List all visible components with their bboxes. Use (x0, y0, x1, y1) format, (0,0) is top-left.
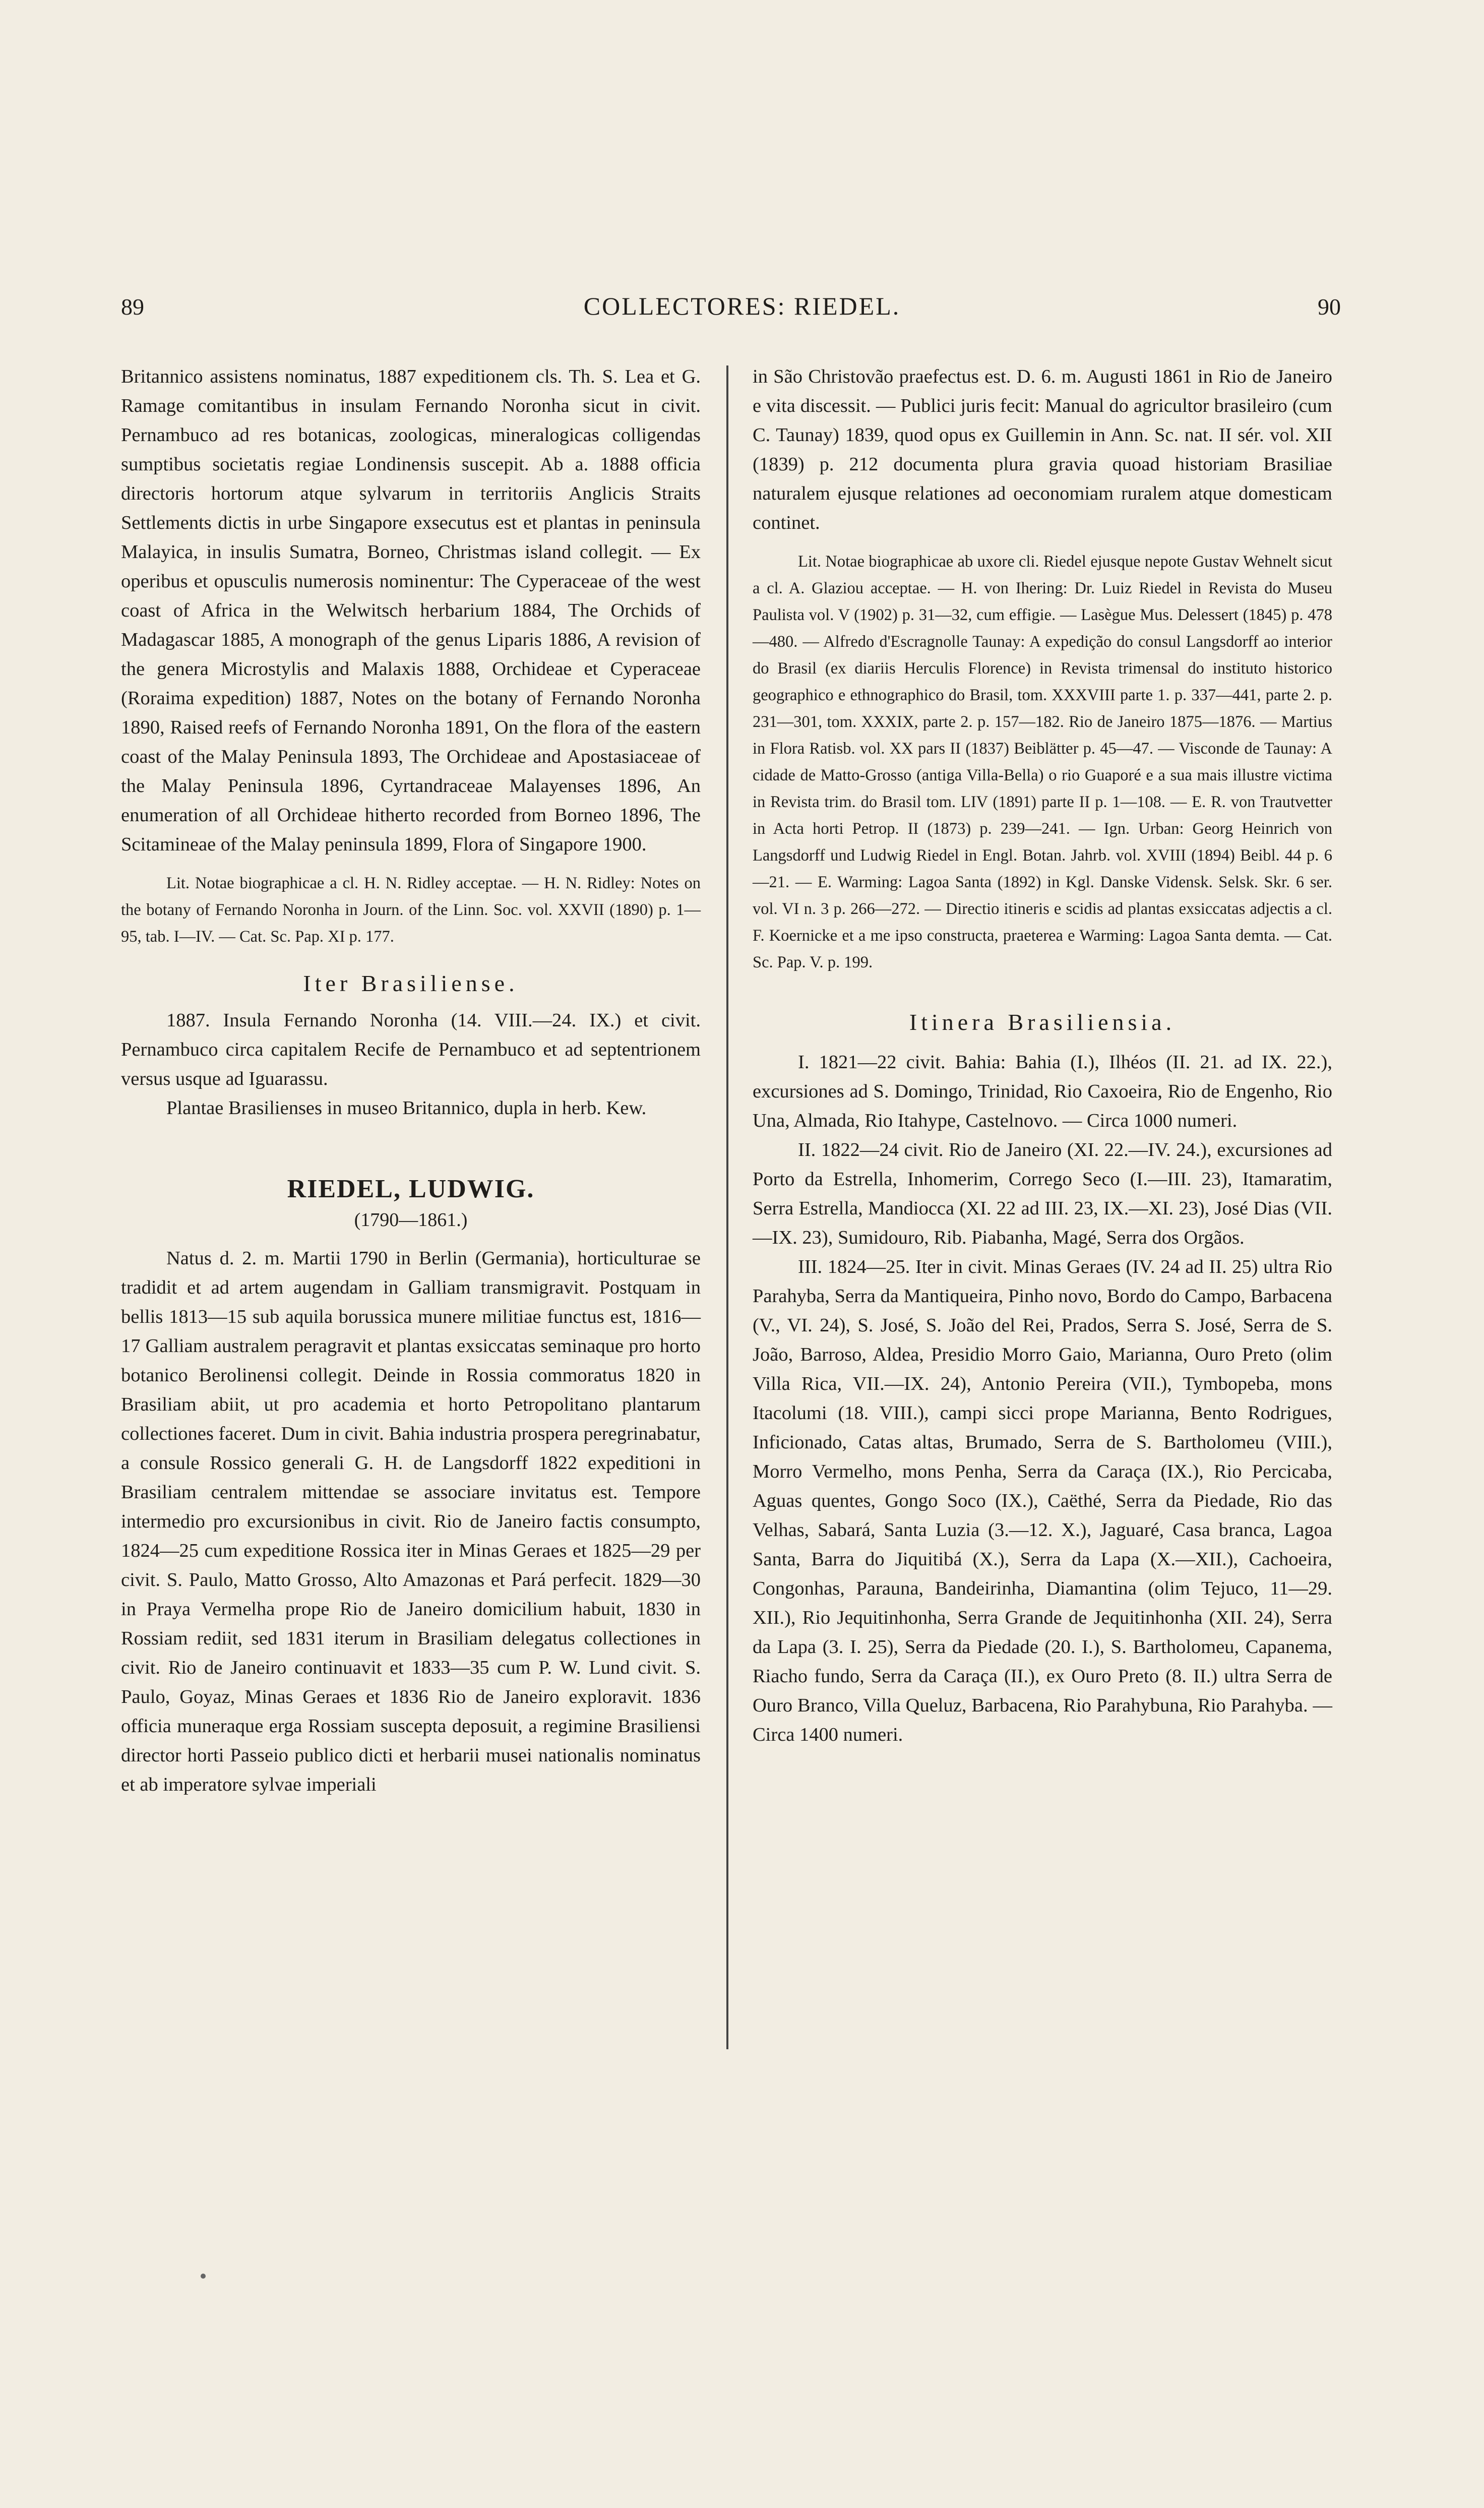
page-number-left: 89 (121, 294, 144, 320)
ridley-literature: Lit. Notae biographicae a cl. H. N. Ridley acceptae. — H. N. Ridley: Notes on the botany of Fernando Noronha in Journ. of the Linn. Soc. vol. XXVII (1890) p. 1—95, tab. I—IV. — Cat. Sc. Pap. XI p. 177. (121, 874, 701, 946)
entry-dates-riedel: (1790—1861.) (354, 1209, 468, 1231)
entry-title-riedel: RIEDEL, LUDWIG. (287, 1175, 535, 1203)
itinerary-1: I. 1821—22 civit. Bahia: Bahia (I.), Ilhéos (II. 21. ad IX. 22.), excursiones ad S. Domingo, Trinidad, Rio Caxoeira, Rio de Engenho, Rio Una, Almada, Rio Itahype, Castelnovo. — Circa 1000 numeri. (753, 1052, 1332, 1131)
riedel-literature: Lit. Notae biographicae ab uxore cli. Riedel ejusque nepote Gustav Wehnelt sicut a cl. A. Glaziou acceptae. — H. von Ihering: Dr. Luiz Riedel in Revista do Museu Paulista vol. V (1902) p. 31—32, cum effigie. — Lasègue Mus. Delessert (1845) p. 478—480. — Alfredo d'Escragnolle Taunay: A expedição do consul Langsdorff ao interior do Brasil (ex diariis Herculis Florence) in Revista trimensal do instituto historico geographico e ethnographico do Brasil, tom. XXXVIII parte 1. p. 337—441, parte 2. p. 231—301, tom. XXXIX, parte 2. p. 157—182. Rio de Janeiro 1875—1876. — Martius in Flora Ratisb. vol. XX pars II (1837) Beiblätter p. 45—47. — Visconde de Taunay: A cidade de Matto-Grosso (antiga Villa-Bella) o rio Guaporé e a sua mais illustre victima in Revista trim. do Brasil tom. LIV (1891) parte II p. 1—108. — E. R. von Trautvetter in Acta horti Petrop. II (1873) p. 239—241. — Ign. Urban: Georg Heinrich von Langsdorff und Ludwig Riedel in Engl. Botan. Jahrb. vol. XVIII (1894) Beibl. 44 p. 6—21. — E. Warming: Lagoa Santa (1892) in Kgl. Danske Vidensk. Selsk. Skr. 6 ser. vol. VI n. 3 p. 266—272. — Directio itineris e scidis ad plantas exsiccatas adjectis a cl. F. Koernicke et a me ipso constructa, praeterea e Warming: Lagoa Santa demta. — Cat. Sc. Pap. V. p. 199. (753, 553, 1332, 971)
section-title-itinera: Itinera Brasiliensia. (909, 1009, 1176, 1035)
right-column (753, 362, 1332, 1749)
riedel-biography: Natus d. 2. m. Martii 1790 in Berlin (Germania), horticulturae se tradidit et ad artem augendam in Galliam transmigravit. Postquam in bellis 1813—15 sub aquila borussica munere militiae functus est, 1816—17 Galliam australem peragravit et plantas exsiccatas seminaque pro horto botanico Berolinensi collegit. Deinde in Rossia commoratus 1820 in Brasiliam abiit, ut pro academia et horto Petropolitano plantarum collectiones faceret. Dum in civit. Bahia industria prospera peregrinabatur, a consule Rossico generali G. H. de Langsdorff 1822 expeditioni in Brasiliam centralem mittendae se associare invitatus est. Tempore intermedio pro excursionibus in civit. Rio de Janeiro factis consumpto, 1824—25 cum expeditione Rossica iter in Minas Geraes et 1825—29 per civit. S. Paulo, Matto Grosso, Alto Amazonas et Pará perfecit. 1829—30 in Praya Vermelha prope Rio de Janeiro domicilium habuit, 1830 in Rossiam rediit, sed 1831 iterum in Brasiliam delegatus collectiones in civit. Rio de Janeiro continuavit et 1833—35 cum P. W. Lund civit. S. Paulo, Goyaz, Minas Geraes et 1836 Rio de Janeiro exploravit. 1836 officia muneraque erga Rossiam suscepta deposuit, a regimine Brasiliensi director horti Passeio publico dicti et herbarii musei nationalis nominatus et ab imperatore sylvae imperiali (121, 1248, 701, 1795)
left-column (121, 362, 701, 1799)
iter-paragraph-2: Plantae Brasilienses in museo Britannico, dupla in herb. Kew. (166, 1097, 647, 1119)
running-title: COLLECTORES: RIEDEL. (583, 292, 901, 320)
itinerary-3: III. 1824—25. Iter in civit. Minas Geraes (IV. 24 ad II. 25) ultra Rio Parahyba, Serra da Mantiqueira, Pinho novo, Bordo do Campo, Barbacena (V., VI. 24), S. José, S. João del Rei, Prados, Serra S. José, Serra de S. João, Barroso, Aldea, Presidio Morro Gaio, Marianna, Ouro Preto (olim Villa Rica, VII.—IX. 24), Antonio Pereira (VII.), Tymbopeba, mons Itacolumi (18. VIII.), campi sicci prope Marianna, Bento Rodrigues, Inficionado, Catas altas, Brumado, Serra de S. Bartholomeu (VIII.), Morro Vermelho, mons Penha, Serra da Caraça (IX.), Rio Percicaba, Aguas quentes, Gongo Soco (IX.), Caëthé, Serra da Piedade, Rio das Velhas, Sabará, Santa Luzia (3.—12. X.), Jaguaré, Casa branca, Lagoa Santa, Barra do Jiquitibá (X.), Serra da Lapa (X.—XII.), Cachoeira, Congonhas, Parauna, Bandeirinha, Diamantina (olim Tejuco, 11—29. XII.), Rio Jequitinhonha, Serra Grande de Jequitinhonha (XII. 24), Serra da Lapa (3. I. 25), Serra da Piedade (20. I.), S. Bartholomeu, Capanema, Riacho fundo, Serra da Caraça (II.), ex Ouro Preto (8. II.) ultra Serra de Ouro Branco, Villa Queluz, Barbacena, Rio Parahybuna, Rio Parahyba. — Circa 1400 numeri. (753, 1256, 1332, 1745)
ink-speck (201, 2274, 206, 2279)
page-number-right: 90 (1318, 294, 1341, 320)
section-title-iter: Iter Brasiliense. (303, 970, 519, 996)
riedel-biography-continued: in São Christovão praefectus est. D. 6. m. Augusti 1861 in Rio de Janeiro e vita discessit. — Publici juris fecit: Manual do agricultor brasileiro (cum C. Taunay) 1839, quod opus ex Guillemin in Ann. Sc. nat. II sér. vol. XII (1839) p. 212 documenta plura gravia quoad historiam Brasiliae naturalem ejusque relationes ad oeconomiam ruralem atque domesticam continet. (753, 366, 1332, 533)
column-divider (726, 365, 728, 2049)
iter-paragraph-1: 1887. Insula Fernando Noronha (14. VIII.—24. IX.) et civit. Pernambuco circa capitalem Recife de Pernambuco et ad septentrionem versus usque ad Iguarassu. (121, 1010, 701, 1089)
ridley-biography-continued: Britannico assistens nominatus, 1887 expeditionem cls. Th. S. Lea et G. Ramage comitantibus in insulam Fernando Noronha sicut in civit. Pernambuco ad res botanicas, zoologicas, mineralogicas colligendas sumptibus societatis regiae Londinensis suscepit. Ab a. 1888 officia directoris hortorum atque sylvarum in territoriis Anglicis Straits Settlements dictis in urbe Singapore exsecutus est et plantas in peninsula Malayica, in insulis Sumatra, Borneo, Christmas island collegit. — Ex operibus et opusculis numerosis nominentur: The Cyperaceae of the west coast of Africa in the Welwitsch herbarium 1884, The Orchids of Madagascar 1885, A monograph of the genus Liparis 1886, A revision of the genera Microstylis and Malaxis 1888, Orchideae et Cyperaceae (Roraima expedition) 1887, Notes on the botany of Fernando Noronha 1890, Raised reefs of Fernando Noronha 1891, On the flora of the eastern coast of the Malay Peninsula 1893, The Orchideae and Apostasiaceae of the Malay Peninsula 1896, Cyrtandraceae Malayenses 1896, An enumeration of all Orchideae hitherto recorded from Borneo 1896, The Scitamineae of the Malay peninsula 1899, Flora of Singapore 1900. (121, 366, 701, 855)
itinerary-2: II. 1822—24 civit. Rio de Janeiro (XI. 22.—IV. 24.), excursiones ad Porto da Estrella, Inhomerim, Corrego Seco (I.—III. 23), Itamaratim, Serra Estrella, Mandiocca (XI. 22 ad III. 23, IX.—XI. 23), José Dias (VII.—IX. 23), Sumidouro, Rib. Piabanha, Magé, Serra dos Orgãos. (753, 1139, 1332, 1248)
